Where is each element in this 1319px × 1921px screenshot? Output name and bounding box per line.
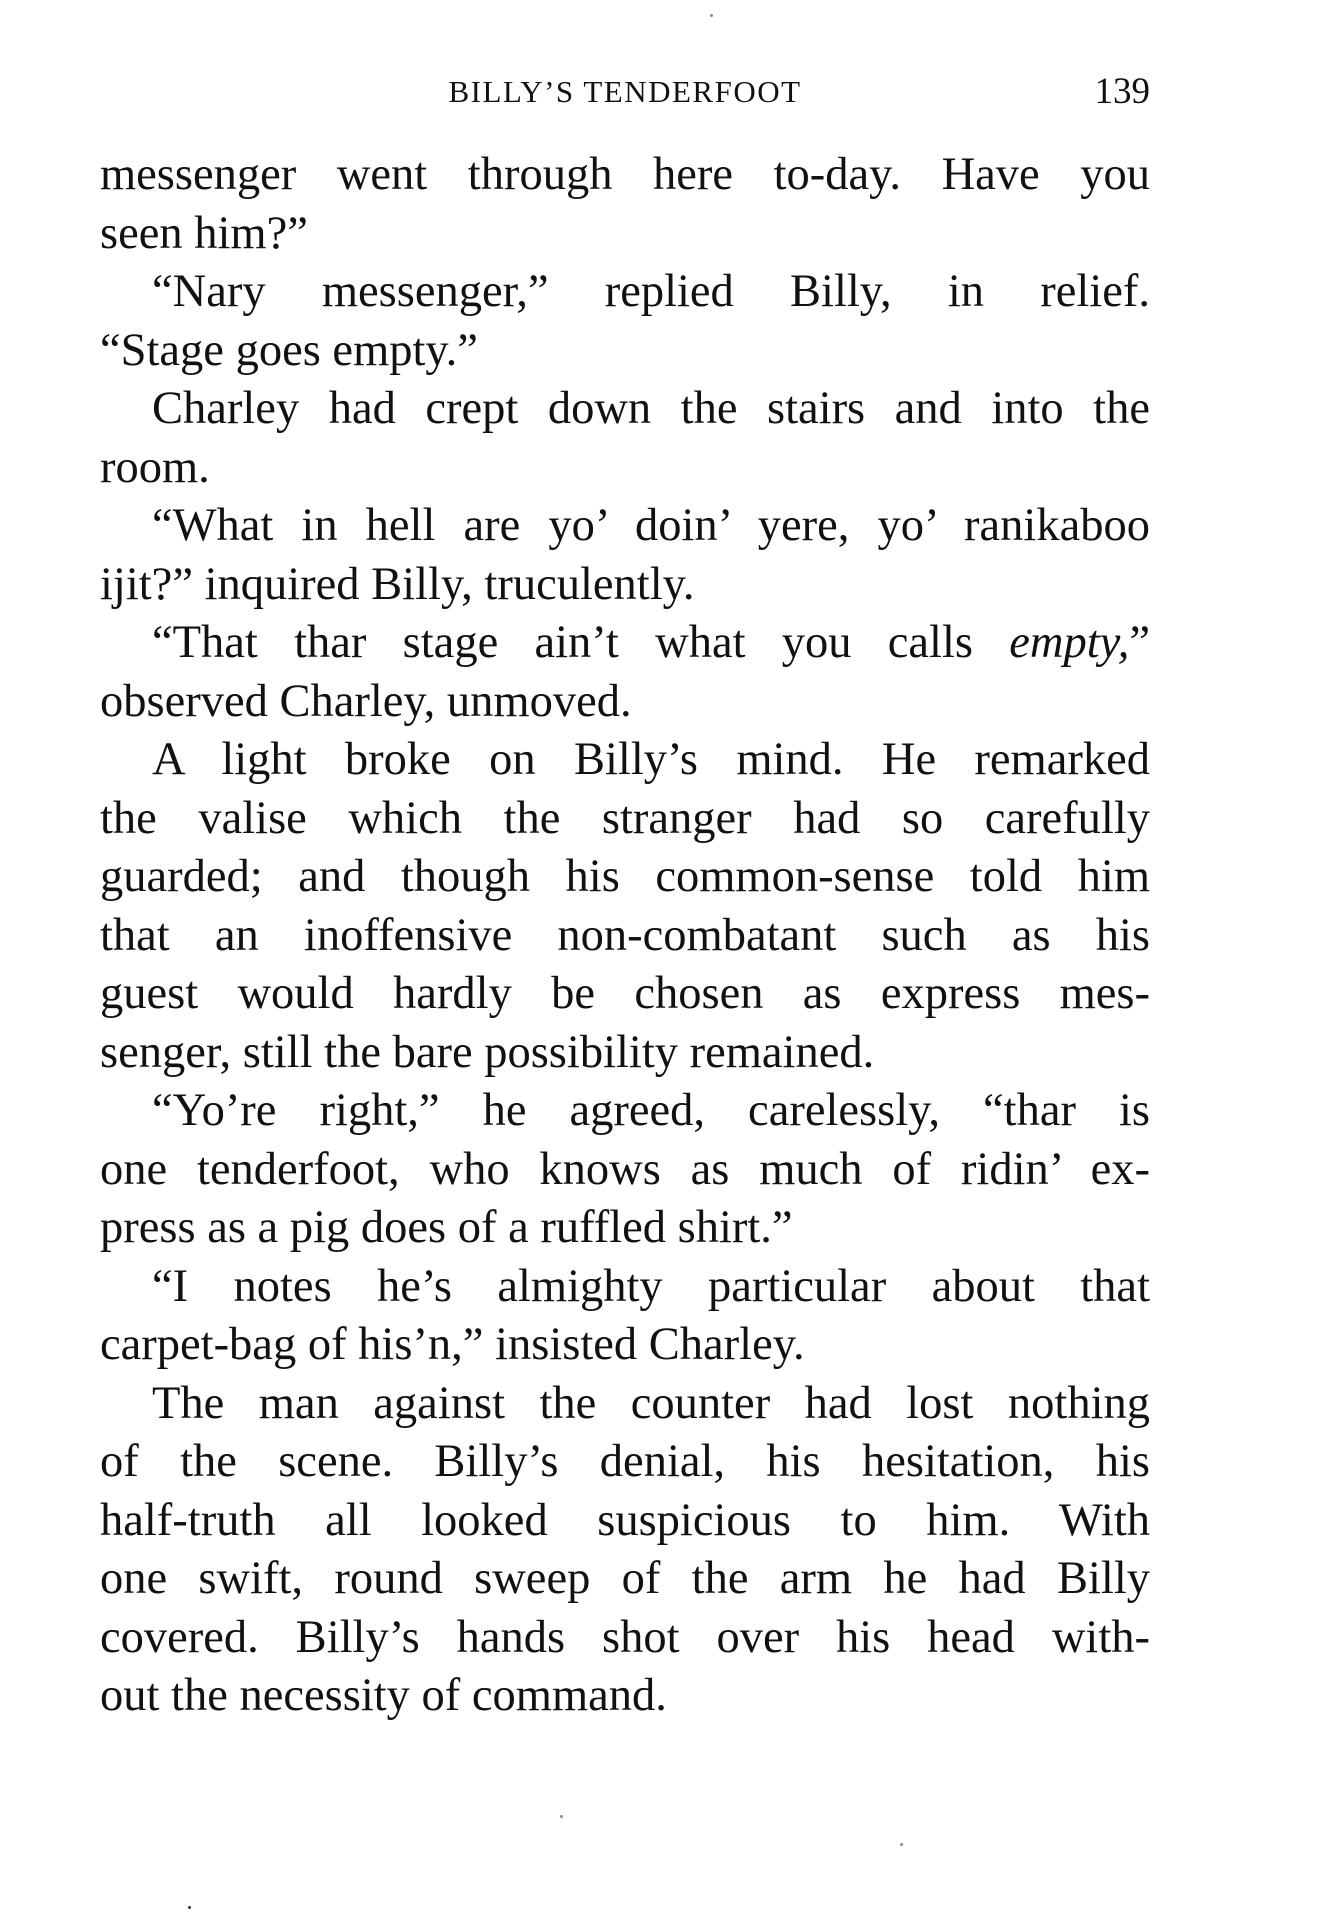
text-line: room. <box>100 441 210 493</box>
emphasis-text: empty, <box>1009 617 1130 668</box>
paper-speck <box>560 1815 563 1818</box>
text-line: that an inoffensive non-combatant such as his <box>100 909 1150 961</box>
paper-speck <box>900 1843 903 1846</box>
paper-speck <box>710 14 713 17</box>
text-run: “That thar stage ain’t what you calls <box>152 617 1010 668</box>
paragraph-7 <box>100 1082 1150 1258</box>
body-text <box>100 146 1150 1726</box>
text-line: half-truth all looked suspicious to him. With <box>100 1494 1150 1546</box>
text-line: The man against the counter had lost nothing <box>152 1377 1150 1429</box>
text-line: press as a pig does of a ruffled shirt.” <box>100 1202 793 1253</box>
paragraph-5 <box>100 614 1150 731</box>
running-title: BILLY’S TENDERFOOT <box>448 74 802 109</box>
page-number: 139 <box>1094 71 1150 112</box>
text-line: one swift, round sweep of the arm he had Billy <box>100 1553 1150 1604</box>
paragraph-4 <box>100 497 1150 614</box>
text-line: A light broke on Billy’s mind. He remarked <box>152 734 1150 785</box>
text-line: guarded; and though his common-sense told him <box>100 851 1150 902</box>
text-line: “Yo’re right,” he agreed, carelessly, “thar is <box>152 1085 1150 1136</box>
paragraph-8 <box>100 1258 1150 1375</box>
text-line: one tenderfoot, who knows as much of ridin’ ex- <box>100 1143 1150 1195</box>
paragraph-2 <box>100 263 1150 380</box>
text-line: covered. Billy’s hands shot over his head with- <box>100 1611 1150 1663</box>
text-line <box>100 614 1150 673</box>
text-line: seen him?” <box>100 207 308 259</box>
text-line: “Stage goes empty.” <box>100 324 478 376</box>
paragraph-6 <box>100 731 1150 1082</box>
paragraph-9 <box>100 1375 1150 1726</box>
text-line: senger, still the bare possibility remained. <box>100 1026 875 1078</box>
text-run: ” <box>1129 617 1150 668</box>
paragraph-3 <box>100 380 1150 497</box>
text-line: messenger went through here to-day. Have you <box>100 149 1150 200</box>
text-line: ijit?” inquired Billy, truculently. <box>100 558 695 610</box>
paragraph-1 <box>100 146 1150 263</box>
text-line: out the necessity of command. <box>100 1670 667 1721</box>
text-line: of the scene. Billy’s denial, his hesitation, his <box>100 1436 1150 1487</box>
text-line: the valise which the stranger had so carefully <box>100 792 1150 844</box>
text-line: guest would hardly be chosen as express mes- <box>100 968 1150 1019</box>
text-line: “I notes he’s almighty particular about that <box>152 1260 1150 1312</box>
text-line: “Nary messenger,” replied Billy, in relief. <box>152 266 1150 317</box>
text-line: “What in hell are yo’ doin’ yere, yo’ ranikaboo <box>152 500 1150 551</box>
text-line: Charley had crept down the stairs and into the <box>152 383 1150 434</box>
running-header <box>100 70 1150 120</box>
text-line: observed Charley, unmoved. <box>100 675 632 727</box>
text-line: carpet-bag of his’n,” insisted Charley. <box>100 1319 805 1370</box>
paper-speck <box>188 1906 191 1909</box>
